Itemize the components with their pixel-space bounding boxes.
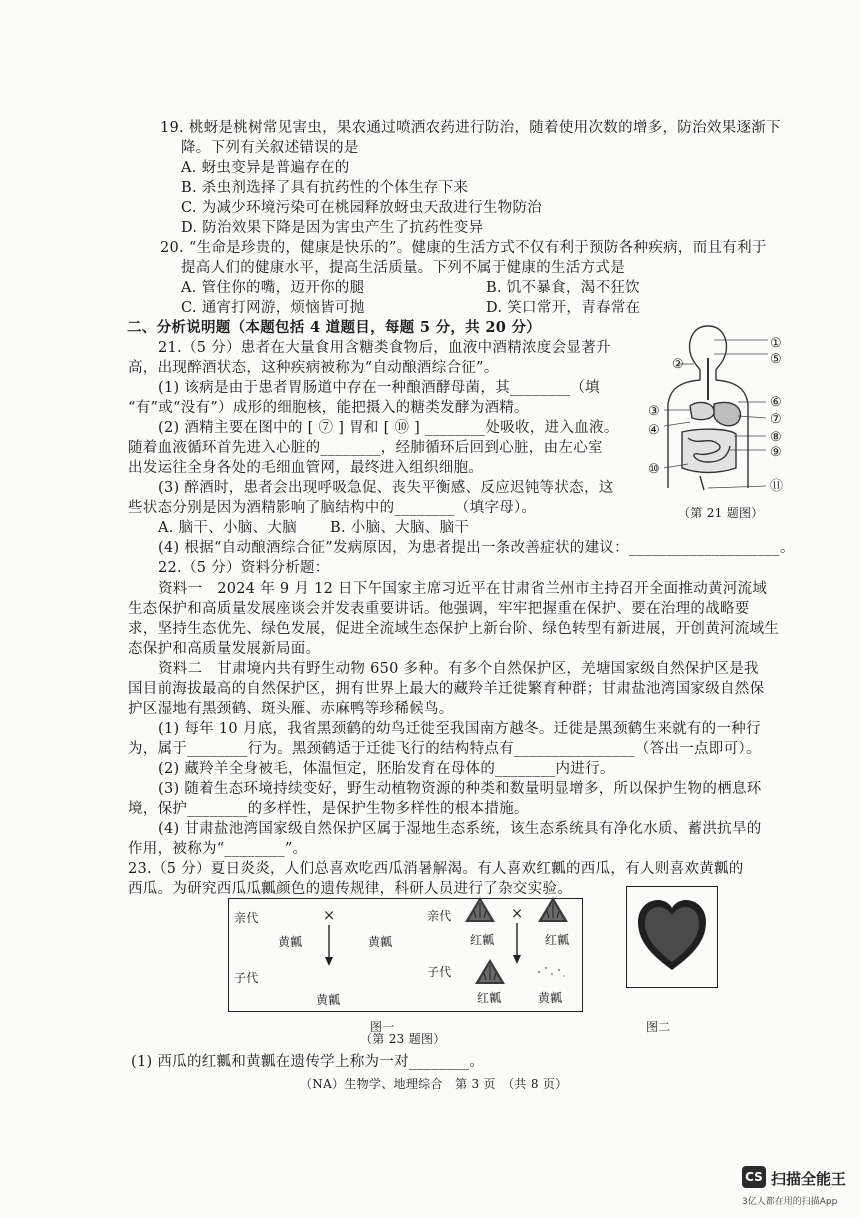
q20-option-d: D. 笑口常开，青春常在	[486, 300, 641, 316]
q19-option-b: B. 杀虫剂选择了具有抗药性的个体生存下来	[181, 180, 469, 196]
q19-option-a: A. 蚜虫变异是普遍存在的	[181, 160, 350, 176]
red-melon-slice-icon	[474, 958, 506, 986]
fig1-right-parent2: 红瓤	[545, 933, 570, 947]
q21-option-b: B. 小脑、大脑、脑干	[330, 520, 470, 536]
digestive-system-figure	[638, 318, 788, 503]
q21-line9: 些状态分别是因为酒精影响了脑结构中的________（填字母）。	[128, 500, 537, 516]
fig1-right-cross: ×	[511, 906, 524, 922]
q22-sub4-line2: 作用，被称为“________”。	[128, 841, 308, 857]
page-footer: （NA）生物学、地理综合 第 3 页 （共 8 页）	[300, 1077, 568, 1091]
fig1-right-child2: 黄瓤	[538, 991, 563, 1005]
q22-sub4-line1: (4) 甘肃盐池湾国家级自然保护区属于湿地生态系统，该生态系统具有净化水质、蓄洪抗旱的	[158, 821, 762, 837]
fig21-label-1: ①	[770, 336, 782, 351]
fig1-right-parent-label: 亲代	[427, 909, 452, 923]
fig1-caption: 图一	[370, 1020, 395, 1034]
q20-option-b: B. 饥不暴食，渴不狂饮	[486, 280, 640, 296]
q21-line6: 随着血液循环首先进入心脏的________，经肺循环后回到心脏，由左心室	[128, 440, 603, 456]
q19-stem-line1: 19. 桃蚜是桃树常见害虫，果农通过喷洒农药进行防治，随着使用次数的增多，防治效果逐渐下	[160, 120, 781, 136]
q22-sub3-line2: 境，保护________的多样性，是保护生物多样性的根本措施。	[128, 801, 529, 817]
q22-material1-line1: 资料一 2024 年 9 月 12 日下午国家主席习近平在甘肃省兰州市主持召开全面推动黄河流域	[158, 581, 768, 597]
fig1-right-child1: 红瓤	[477, 991, 502, 1005]
q22-sub2: (2) 藏羚羊全身被毛，体温恒定，胚胎发育在母体的________内进行。	[158, 761, 615, 777]
fig21-label-3: ③	[648, 404, 660, 419]
q22-sub1-line2: 为，属于________行为。黑颈鹤适于迁徙飞行的结构特点有________________（答出一点即可）。	[128, 741, 761, 757]
fig1-left-arrow	[324, 925, 334, 967]
q22-material2-line3: 护区湿地有黑颈鹤、斑头雁、赤麻鸭等珍稀候鸟。	[128, 701, 454, 717]
red-melon-slice-icon	[464, 896, 496, 924]
fig1-left-cross: ×	[323, 908, 336, 924]
fig21-label-6: ⑥	[770, 395, 782, 410]
q20-stem-line2: 提高人们的健康水平，提高生活质量。下列不属于健康的生活方式是	[181, 260, 625, 276]
fig1-left-child-label: 子代	[234, 971, 259, 985]
q21-line4: “有”或“没有”）成形的细胞核，能把摄入的糖类发酵为酒精。	[128, 400, 529, 416]
watermark-tagline: 3亿人都在用的扫描App	[742, 1197, 838, 1207]
q21-line2: 高，出现醉酒状态，这种疾病被称为“自动酿酒综合征”。	[128, 360, 499, 376]
q21-line7: 出发运往全身各处的毛细血管网，最终进入组织细胞。	[128, 460, 484, 476]
q20-option-c: C. 通宵打网游，烦恼皆可抛	[181, 300, 365, 316]
fig21-label-7: ⑦	[770, 412, 782, 427]
fig21-label-5: ⑤	[770, 352, 782, 367]
q23-line1: 23.（5 分）夏日炎炎，人们总喜欢吃西瓜消暑解渴。有人喜欢红瓤的西瓜，有人则喜欢黄瓤的	[128, 861, 744, 877]
heart-melon-icon	[636, 898, 708, 974]
q23-sub1: (1) 西瓜的红瓤和黄瓤在遗传学上称为一对________。	[131, 1054, 485, 1070]
q20-stem-line1: 20. “生命是珍贵的，健康是快乐的”。健康的生活方式不仅有利于预防各种疾病，而且有利于	[160, 240, 767, 256]
fig1-right-parent1: 红瓤	[470, 933, 495, 947]
fig21-label-10: ⑩	[648, 462, 660, 477]
q21-option-a: A. 脑干、小脑、大脑	[158, 520, 297, 536]
q22-sub1-line1: (1) 每年 10 月底，我省黑颈鹤的幼鸟迁徙至我国南方越冬。迁徙是黑颈鹤生来就有的一种行	[158, 721, 761, 737]
q22-material2-line1: 资料二 甘肃境内共有野生动物 650 多种。有多个自然保护区，羌塘国家级自然保护区是我	[158, 661, 759, 677]
fig21-label-8: ⑧	[770, 430, 782, 445]
fig23-caption: （第 23 题图）	[360, 1032, 446, 1046]
q22-line1: 22.（5 分）资料分析题：	[158, 560, 330, 576]
fig21-label-2: ②	[672, 357, 684, 372]
fig1-right-arrow	[512, 923, 522, 965]
fig2-caption: 图二	[646, 1020, 671, 1034]
watermark-app-name: 扫描全能王	[771, 1170, 847, 1188]
red-melon-slice-icon	[537, 896, 569, 924]
q19-option-d: D. 防治效果下降是因为害虫产生了抗药性变异	[181, 220, 484, 236]
fig21-label-11: ⑪	[770, 479, 784, 494]
fig1-left-parent-label: 亲代	[234, 911, 259, 925]
q21-line3: (1) 该病是由于患者胃肠道中存在一种酿酒酵母菌，其________（填	[158, 380, 600, 396]
q22-material2-line2: 国目前海拔最高的自然保护区，拥有世界上最大的藏羚羊迁徙繁育种群；甘肃盐池湾国家级自然保	[128, 681, 765, 697]
q22-material1-line4: 态保护和高质量发展新局面。	[128, 641, 321, 657]
yellow-melon-slice-icon	[532, 960, 568, 984]
fig23-crossing-diagram	[228, 898, 583, 1012]
q21-line1: 21.（5 分）患者在大量食用含糖类食物后，血液中酒精浓度会显著升	[158, 340, 611, 356]
q19-stem-line2: 降。下列有关叙述错误的是	[181, 140, 359, 156]
q20-option-a: A. 管住你的嘴，迈开你的腿	[181, 280, 365, 296]
q22-material1-line2: 生态保护和高质量发展座谈会并发表重要讲话。他强调，牢牢把握重在保护、要在治理的战略要	[128, 601, 750, 617]
fig21-label-9: ⑨	[770, 445, 782, 460]
fig21-caption: （第 21 题图）	[678, 506, 764, 520]
q19-option-c: C. 为减少环境污染可在桃园释放蚜虫天敌进行生物防治	[181, 200, 543, 216]
fig1-right-child-label: 子代	[427, 965, 452, 979]
camscanner-logo-icon: CS	[742, 1166, 766, 1188]
fig21-label-4: ④	[648, 423, 660, 438]
fig1-left-child: 黄瓤	[316, 993, 341, 1007]
fig1-left-parent1: 黄瓤	[278, 935, 303, 949]
section-heading: 二、分析说明题（本题包括 4 道题目，每题 5 分，共 20 分）	[127, 319, 542, 336]
fig1-left-parent2: 黄瓤	[368, 935, 393, 949]
q22-sub3-line1: (3) 随着生态环境持续变好，野生动植物资源的种类和数量明显增多，所以保护生物的栖息环	[158, 781, 762, 797]
q22-material1-line3: 求，坚持生态优先、绿色发展，促进全流域生态保护上新台阶、绿色转型有新进展，开创黄河流域生	[128, 621, 780, 637]
q21-line11: (4) 根据“自动酿酒综合征”发病原因，为患者提出一条改善症状的建议：____________________。	[158, 540, 795, 556]
q23-line2: 西瓜。为研究西瓜瓜瓤颜色的遗传规律，科研人员进行了杂交实验。	[128, 881, 572, 897]
q21-line8: (3) 醉酒时，患者会出现呼吸急促、丧失平衡感、反应迟钝等状态，这	[158, 480, 614, 496]
q21-line5: (2) 酒精主要在图中的 [ ⑦ ] 胃和 [ ⑩ ] ________处吸收，进入血液。	[158, 420, 619, 436]
